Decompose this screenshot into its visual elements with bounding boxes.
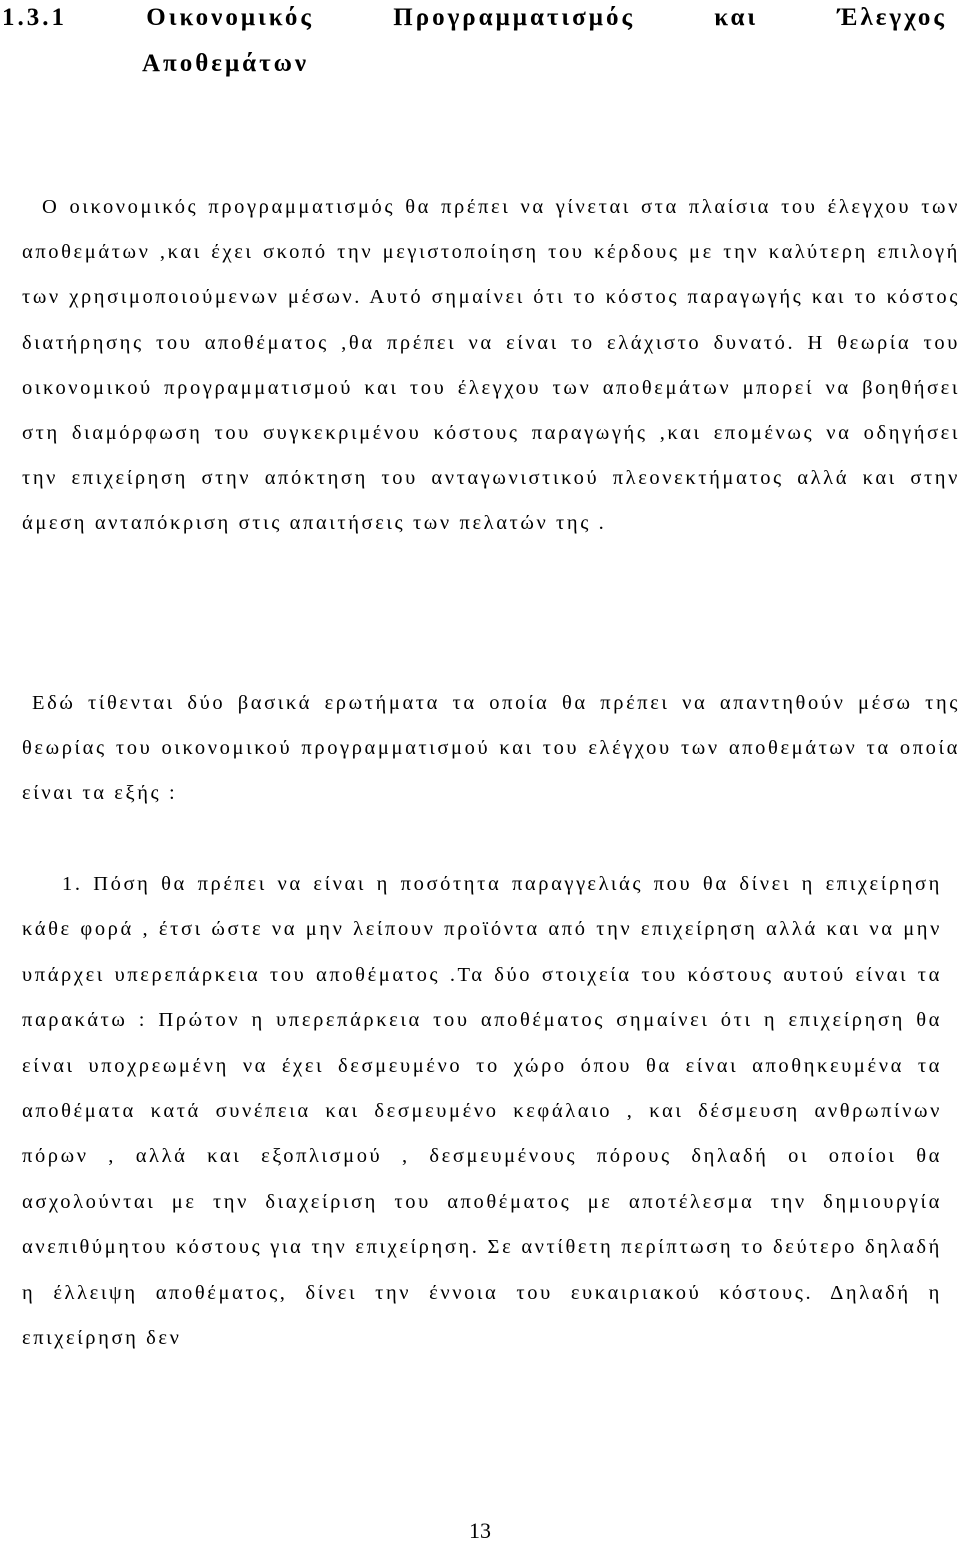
paragraph-1: Ο οικονομικός προγραμματισμός θα πρέπει να γίνεται στα πλαίσια του έλεγχου των αποθεμάτων ,και έχει σκοπό την μεγιστοποίηση του κέρδους με την καλύτερη επιλογή των χρησιμοποιούμενων μέσων. Αυτό σημαίνει ότι το κόστος παραγωγής και το κόστος διατήρησης του αποθέματος ,θα πρέπει να είναι το ελάχιστο δυνατό. Η θεωρία του οικονομικού προγραμματισμού και του έλεγχου των αποθεμάτων μπορεί να βοηθήσει στη διαμόρφωση του συγκεκριμένου κόστους παραγωγής ,και επομένως να οδηγήσει την επιχείρηση στην απόκτηση του ανταγωνιστικού πλεονεκτήματος αλλά και στην άμεση ανταπόκριση στις απαιτήσεις των πελατών της . (22, 196, 960, 535)
section-title-word: Προγραμματισμός (393, 4, 635, 31)
list-item-marker: 1. (62, 873, 83, 895)
numbered-list (22, 862, 942, 1361)
section-title-word: Έλεγχος (837, 4, 947, 31)
section-number: 1.3.1 (2, 4, 67, 31)
section-heading-line-1 (2, 3, 947, 33)
list-item-text: Πόση θα πρέπει να είναι η ποσότητα παραγγελιάς που θα δίνει η επιχείρηση κάθε φορά , έτσι ώστε να μην λείπουν προϊόντα από την επιχείρηση αλλά και να μην υπάρχει υπερεπάρκεια του αποθέματος .Τα δύο στοιχεία του κόστους αυτού είναι τα παρακάτω : Πρώτον η υπερεπάρκεια του αποθέματος σημαίνει ότι η επιχείρηση θα είναι υποχρεωμένη να έχει δεσμευμένο το χώρο όπου θα είναι αποθηκευμένα τα αποθέματα κατά συνέπεια και δεσμευμένο κεφάλαιο , και δέσμευση ανθρωπίνων πόρων , αλλά και εξοπλισμού , δεσμευμένους πόρους δηλαδή οι οποίοι θα ασχολούνται με την διαχείριση του αποθέματος με αποτέλεσμα την δημιουργία ανεπιθύμητου κόστους για την επιχείρηση. Σε αντίθετη περίπτωση το δεύτερο δηλαδή η έλλειψη αποθέματος, δίνει την έννοια του ευκαιριακού κόστους. Δηλαδή η επιχείρηση δεν (22, 873, 942, 1350)
section-title-continuation: Αποθεμάτων (142, 50, 310, 77)
section-title-word: Οικονομικός (146, 4, 314, 31)
list-item (22, 862, 942, 1361)
section-title-word: και (714, 4, 759, 31)
page-number: 13 (469, 1518, 491, 1543)
paragraph-2: Εδώ τίθενται δύο βασικά ερωτήματα τα οποία θα πρέπει να απαντηθούν μέσω της θεωρίας του οικονομικού προγραμματισμού και του ελέγχου των αποθεμάτων τα οποία είναι τα εξής : (22, 692, 960, 805)
